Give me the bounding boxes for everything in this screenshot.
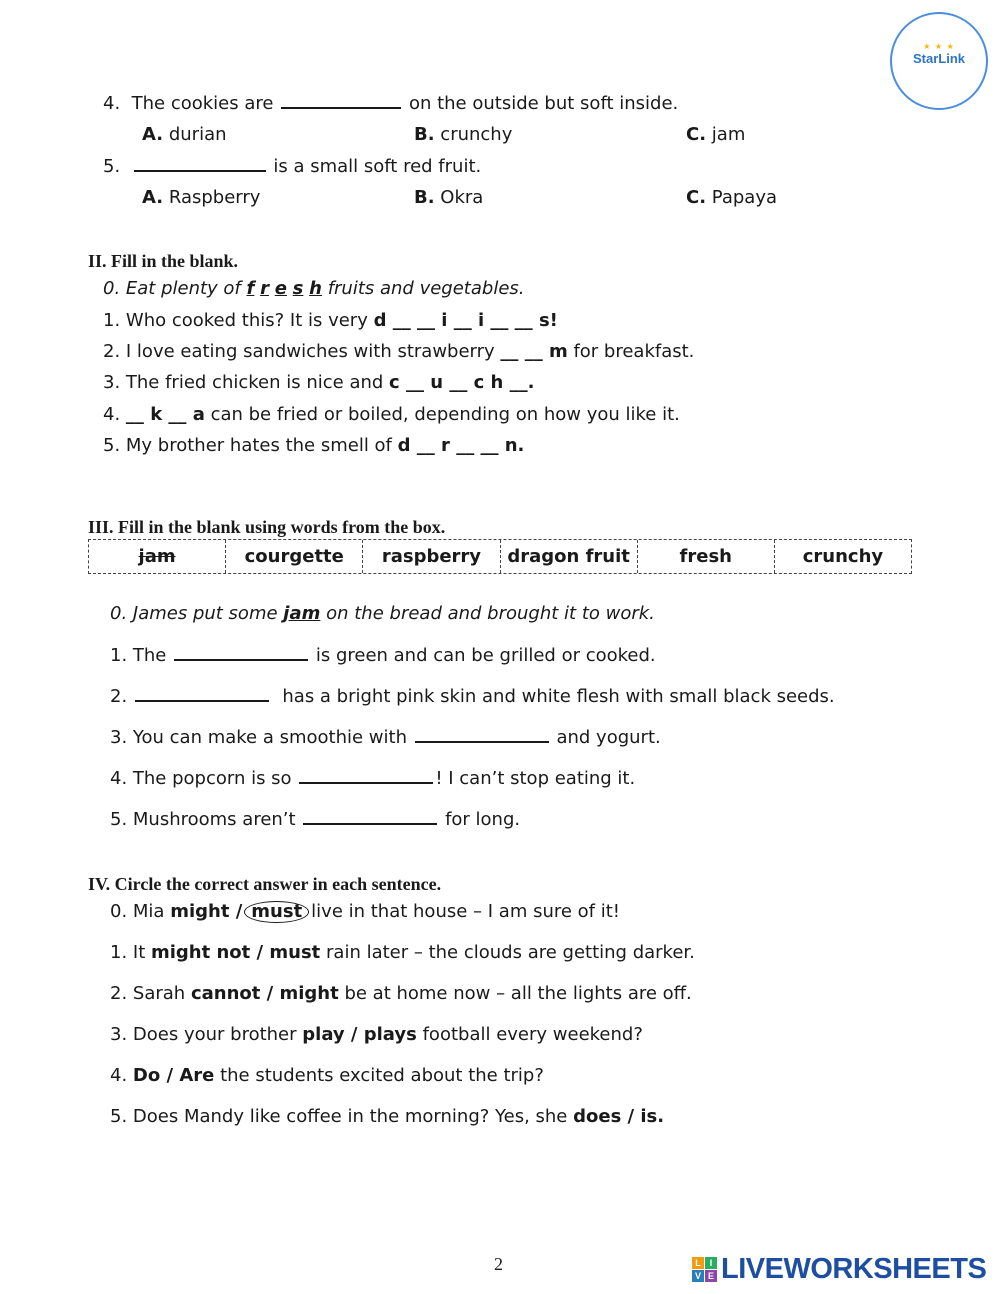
- section-2-title: II. Fill in the blank.: [88, 251, 239, 271]
- word-box: [88, 539, 912, 574]
- answer-blank[interactable]: [135, 684, 269, 702]
- question-3-4: 4. The popcorn is so ! I can’t stop eating it.: [110, 768, 636, 789]
- logo-text: StarLink: [912, 51, 965, 66]
- word-box-item: crunchy: [802, 546, 884, 567]
- circled-answer: must: [244, 901, 309, 923]
- answer-blank[interactable]: [415, 725, 549, 743]
- page-number: 2: [494, 1254, 503, 1274]
- answer-blank[interactable]: [303, 807, 437, 825]
- question-4-5[interactable]: 5. Does Mandy like coffee in the morning? Yes, she does / is.: [110, 1106, 665, 1127]
- section-4-title: IV. Circle the correct answer in each sentence.: [88, 874, 442, 894]
- liveworksheets-wordmark: LIVEWORKSHEETS: [721, 1252, 987, 1285]
- answer-blank[interactable]: [299, 766, 433, 784]
- starlink-logo: [890, 12, 988, 110]
- question-1-5: 5. is a small soft red fruit.: [103, 156, 482, 177]
- question-3-1: 1. The is green and can be grilled or cooked.: [110, 645, 656, 666]
- question-4-3[interactable]: 3. Does your brother play / plays football every weekend?: [110, 1024, 643, 1045]
- answer-blank[interactable]: [134, 154, 266, 172]
- word-box-item: courgette: [226, 540, 363, 573]
- stars-icon: ★ ★ ★: [923, 42, 955, 51]
- word-box-item: dragon fruit: [501, 540, 638, 573]
- word-box-item: fresh: [638, 540, 775, 573]
- question-2-2[interactable]: 2. I love eating sandwiches with strawberry __ __ m for breakfast.: [103, 341, 695, 362]
- answer-blank[interactable]: [281, 91, 401, 109]
- question-2-4[interactable]: 4. __ k __ a can be fried or boiled, depending on how you like it.: [103, 404, 680, 425]
- liveworksheets-logo: [692, 1253, 986, 1285]
- option-a[interactable]: A. durian: [142, 124, 227, 145]
- question-4-2[interactable]: 2. Sarah cannot / might be at home now – all the lights are off.: [110, 983, 692, 1004]
- option-b[interactable]: B. crunchy: [414, 124, 513, 145]
- question-2-1[interactable]: 1. Who cooked this? It is very d __ __ i __ i __ __ s!: [103, 310, 558, 331]
- question-3-3: 3. You can make a smoothie with and yogurt.: [110, 727, 661, 748]
- liveworksheets-grid-icon: L I V E: [692, 1257, 717, 1282]
- option-b[interactable]: B. Okra: [414, 187, 484, 208]
- question-3-5: 5. Mushrooms aren’t for long.: [110, 809, 521, 830]
- question-1-4: 4. The cookies are on the outside but soft inside.: [103, 93, 679, 114]
- question-2-3[interactable]: 3. The fried chicken is nice and c __ u __ c h __.: [103, 372, 535, 393]
- question-4-1[interactable]: 1. It might not / must rain later – the clouds are getting darker.: [110, 942, 695, 963]
- question-4-4[interactable]: 4. Do / Are the students excited about the trip?: [110, 1065, 544, 1086]
- question-3-0: 0. James put some jam on the bread and brought it to work.: [110, 603, 655, 624]
- option-a[interactable]: A. Raspberry: [142, 187, 261, 208]
- option-c[interactable]: C. Papaya: [686, 187, 778, 208]
- question-2-0: 0. Eat plenty of f r e s h fruits and vegetables.: [103, 278, 525, 299]
- question-3-2: 2. has a bright pink skin and white flesh with small black seeds.: [110, 686, 835, 707]
- word-box-item: raspberry: [363, 540, 500, 573]
- question-4-0: 0. Mia might / must live in that house – I am sure of it!: [110, 901, 621, 922]
- section-3-title: III. Fill in the blank using words from the box.: [88, 517, 446, 537]
- word-box-item: jam: [89, 540, 226, 573]
- answer-blank[interactable]: [174, 643, 308, 661]
- question-2-5[interactable]: 5. My brother hates the smell of d __ r __ __ n.: [103, 435, 525, 456]
- option-c[interactable]: C. jam: [686, 124, 746, 145]
